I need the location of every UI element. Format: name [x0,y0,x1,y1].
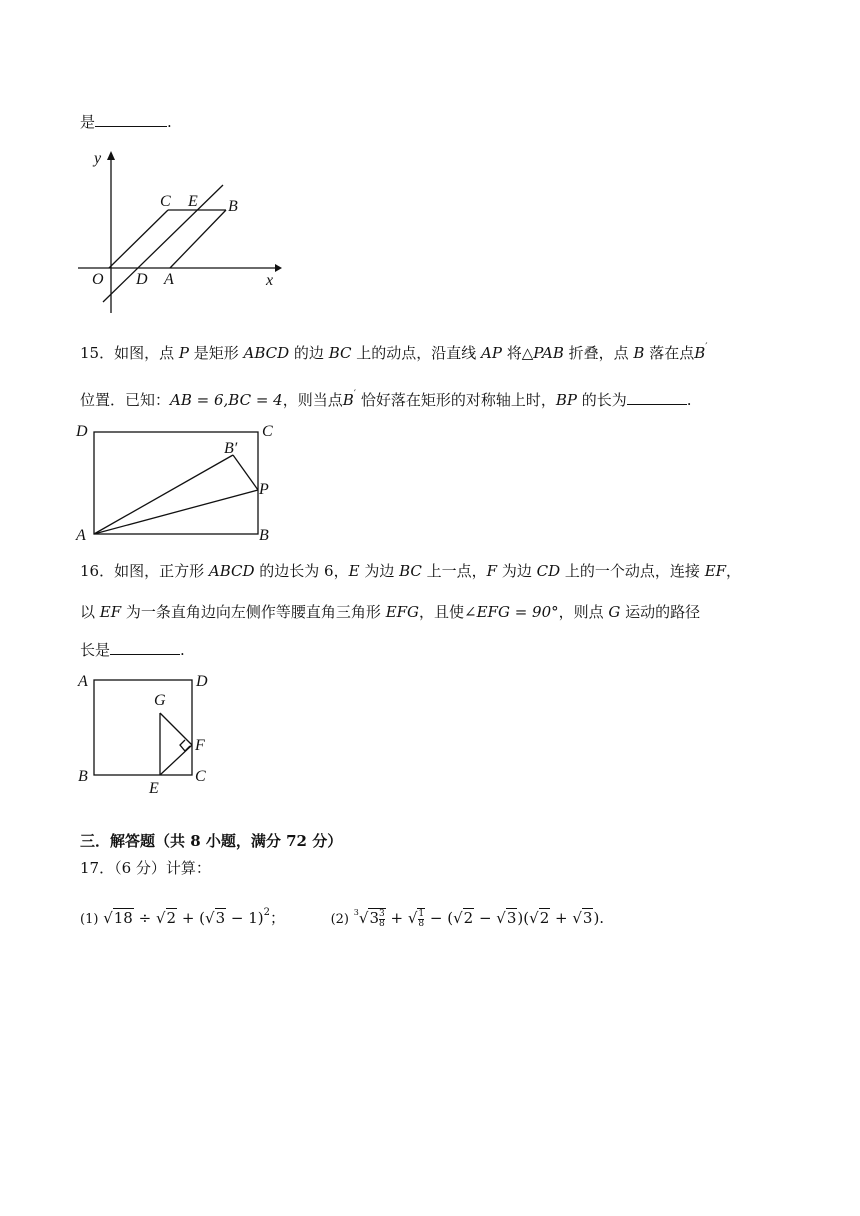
label-C: C [160,193,171,210]
q15-var: P [178,344,189,362]
q16-line1 [80,561,741,581]
q16-text: 为边 [497,562,537,580]
y-axis-arrow-icon [107,151,115,160]
q15-text: 位置．已知： [80,391,171,409]
line-ABp [94,455,233,534]
x-axis-arrow-icon [275,264,282,272]
label-E: E [149,780,159,797]
label-x: x [266,272,274,289]
q15-var: B [633,344,645,362]
q15-prime: ′ [353,389,357,400]
q15-end: . [686,391,692,409]
q16-text: ，则点 [558,603,609,621]
q15-text: 是矩形 [188,344,244,362]
answer-blank-16[interactable] [110,640,180,655]
q15-text: 落在点 [644,344,695,362]
q17-part1-label: (1) [80,912,99,927]
label-A: A [78,673,88,690]
q15-line1 [80,338,708,363]
q17-part2-expr: $^3$√3 $\frac{3}{8}$ + √ $\frac{1}{8}$ − (√2 − √3)(√2 + √3). [353,908,605,929]
answer-blank-14[interactable] [95,112,167,127]
q16-var: F [486,562,498,580]
q16-text: ，且使∠ [419,603,477,621]
q16-var: EF [704,562,727,580]
q16-line3 [80,640,185,660]
q16-var: G [608,603,621,621]
q17-title: 17．（6 分）计算： [80,859,211,877]
label-D: D [196,673,208,690]
section-3-heading [80,831,342,851]
line-GF [160,713,192,745]
label-B: B [259,527,269,544]
q15-line2 [80,385,692,410]
q15-text: 的长为 [576,391,627,409]
q17-part2-label: (2) [330,912,350,927]
q14-tail [80,112,172,132]
q15-text: 15．如图，点 [80,344,179,362]
q16-angle: EFG = 90° [476,603,559,621]
q15-text: 恰好落在矩形的对称轴上时， [356,391,556,409]
section-3-title: 三．解答题（共 8 小题，满分 72 分） [80,832,343,850]
q16-end: . [180,641,185,659]
line-AP [94,490,258,534]
q16-var: E [348,562,360,580]
q16-var: BC [399,562,422,580]
q17-parts [80,895,604,931]
q14-suffix: . [167,113,172,131]
q16-text: 以 [80,603,100,621]
q15-var: BC [328,344,352,362]
label-O: O [92,271,104,288]
q15-var: B [694,344,706,362]
label-G: G [154,692,166,709]
label-D: D [76,423,88,440]
label-B: B [78,768,88,785]
q17-part1-expr: $√18 \div √2 + (√3 - 1)^2$； [103,907,286,927]
label-F: F [195,737,205,754]
line-AB [170,210,226,268]
q16-text: 为一条直角边向左侧作等腰直角三角形 [121,603,386,621]
q15-var: AP [481,344,502,362]
label-A: A [76,527,86,544]
q16-text: 长是 [80,641,111,659]
label-C: C [195,768,206,785]
q15-text: 上的动点，沿直线 [351,344,482,362]
square-ABCD [94,680,192,775]
q14-prefix: 是 [80,113,96,131]
q15-text: 将△ [501,344,534,362]
q16-text: 上的一个动点，连接 [560,562,705,580]
label-C: C [262,423,273,440]
q16-text: 运动的路径 [620,603,701,621]
q15-text: 折叠，点 [563,344,634,362]
label-E: E [188,193,198,210]
q16-var: EFG [385,603,420,621]
q15-text: 的边 [289,344,329,362]
q16-text: 为边 [359,562,400,580]
q15-var: ABCD [243,344,290,362]
q17-head [80,858,211,878]
q16-var: CD [536,562,561,580]
q16-text: 上一点， [421,562,487,580]
q16-var: ABCD [208,562,255,580]
q16-var: EF [99,603,122,621]
line-BpP [233,455,258,490]
label-P: P [259,481,269,498]
label-D: D [136,271,148,288]
q16-line2 [80,602,700,622]
q15-var: PAB [533,344,564,362]
q16-text: 的边长为 6， [254,562,349,580]
label-B: B [228,198,238,215]
q15-prime: ′ [705,342,708,353]
q15-var: B [342,391,354,409]
figure-16 [74,668,224,798]
label-Bprime: B′ [224,440,238,457]
q16-text: 16．如图，正方形 [80,562,209,580]
q15-var: BP [555,391,577,409]
q15-text: ，则当点 [282,391,343,409]
figure-15 [72,420,292,545]
answer-blank-15[interactable] [627,390,687,405]
label-A: A [164,271,174,288]
figure-14 [70,145,290,315]
label-y: y [94,150,102,167]
q15-given: AB = 6,BC = 4 [170,391,283,409]
line-OC [109,210,168,268]
q16-text: ， [726,562,742,580]
